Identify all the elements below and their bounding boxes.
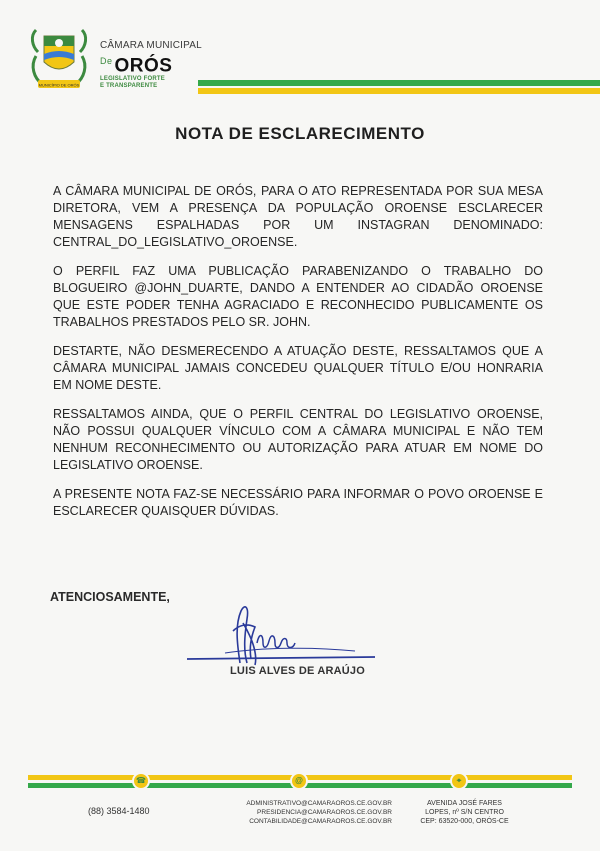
header-stripe-yellow — [198, 88, 600, 94]
document-title: NOTA DE ESCLARECIMENTO — [175, 124, 425, 143]
header-stripes — [198, 80, 600, 94]
org-city-prefix: De — [100, 56, 113, 66]
paragraph: DESTARTE, NÃO DESMERECENDO A ATUAÇÃO DESTE, RESSALTAMOS QUE A CÂMARA MUNICIPAL JAMAIS CONCEDEU QUALQUER TÍTULO E/OU HONRARIA EM NOME DESTE. — [53, 344, 543, 392]
paragraph: A PRESENTE NOTA FAZ-SE NECESSÁRIO PARA INFORMAR O POVO OROENSE E ESCLARECER QUAISQUER DÚVIDAS. — [53, 487, 543, 518]
tagline-line1: LEGISLATIVO FORTE — [100, 76, 165, 83]
signature-block — [185, 603, 385, 683]
email-icon: @ — [290, 772, 308, 790]
email-presidencia: PRESIDENCIA@CAMARAOROS.CE.GOV.BR — [257, 809, 392, 816]
email-administrativo: ADMINISTRATIVO@CAMARAOROS.CE.GOV.BR — [246, 800, 392, 807]
letterhead — [28, 22, 588, 102]
handwritten-signature — [185, 603, 385, 671]
header-stripe-green — [198, 80, 600, 86]
email-contabilidade: CONTABILIDADE@CAMARAOROS.CE.GOV.BR — [249, 818, 392, 825]
address-line: AVENIDA JOSÉ FARES — [427, 800, 502, 807]
closing-salutation: ATENCIOSAMENTE, — [50, 590, 170, 604]
tagline-line2: E TRANSPARENTE — [100, 83, 158, 90]
org-city-name: ORÓS — [114, 55, 173, 77]
footer-address — [412, 799, 517, 826]
location-icon: ⌖ — [450, 772, 468, 790]
municipal-seal-icon — [28, 22, 90, 94]
footer-emails — [222, 799, 392, 826]
paragraph: O PERFIL FAZ UMA PUBLICAÇÃO PARABENIZANDO O TRABALHO DO BLOGUEIRO @JOHN_DUARTE, DANDO A ENTENDER AO CIDADÃO OROENSE QUE ESTE PODER TENHA AGRACIADO E RECONHECIDO PUBLICAMENTE OS TRABALHOS PRESTADOS PELO SR. JOHN. — [53, 264, 543, 329]
document-body — [53, 183, 543, 532]
org-name-line: CÂMARA MUNICIPAL — [100, 40, 202, 51]
footer-phone: (88) 3584-1480 — [88, 806, 150, 816]
phone-icon: ☎ — [132, 772, 150, 790]
address-line: CEP: 63520-000, ORÓS-CE — [420, 818, 509, 825]
footer-stripes — [28, 775, 572, 791]
signatory-name: LUIS ALVES DE ARAÚJO — [230, 665, 365, 677]
org-city — [100, 51, 220, 76]
paragraph: RESSALTAMOS AINDA, QUE O PERFIL CENTRAL DO LEGISLATIVO OROENSE, NÃO POSSUI QUALQUER VÍNCULO COM A CÂMARA MUNICIPAL E NÃO TEM NENHUM RECONHECIMENTO OU AUTORIZAÇÃO PARA ATUAR EM NOME DO LEGISLATIVO OROENSE. — [53, 407, 543, 472]
paragraph: A CÂMARA MUNICIPAL DE ORÓS, PARA O ATO REPRESENTADA POR SUA MESA DIRETORA, VEM A PRESENÇA DA POPULAÇÃO OROENSE ESCLARECER MENSAGENS ESPALHADAS POR UM INSTAGRAN DENOMINADO: CENTRAL_DO_LEGISLATIVO_OROENSE. — [53, 184, 543, 249]
address-line: LOPES, nº S/N CENTRO — [425, 809, 504, 816]
svg-text:MUNICÍPIO DE ORÓS: MUNICÍPIO DE ORÓS — [38, 82, 80, 88]
